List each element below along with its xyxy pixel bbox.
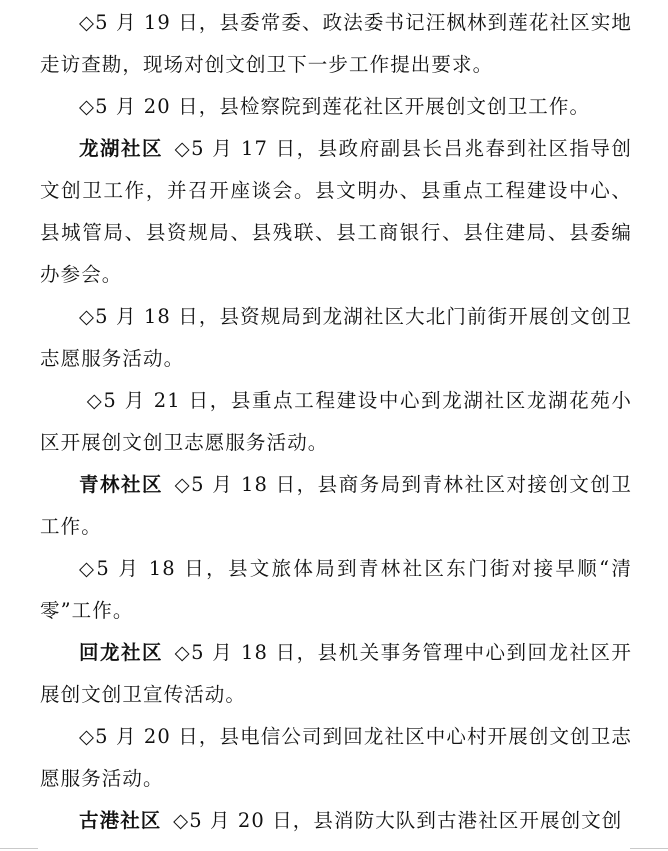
paragraph-6	[40, 464, 632, 548]
paragraph-3-text: ◇5 月 17 日，县政府副县长吕兆春到社区指导创文创卫工作，并召开座谈会。县文明办、县重点工程建设中心、县城管局、县资规局、县残联、县工商银行、县住建局、县委编办参会。	[40, 137, 632, 286]
paragraph-1-text: ◇5 月 19 日，县委常委、政法委书记汪枫林到莲花社区实地走访查勘，现场对创文创卫下一步工作提出要求。	[40, 11, 632, 76]
community-heading-qinglin: 青林社区	[79, 473, 163, 496]
paragraph-9-text: ◇5 月 20 日，县电信公司到回龙社区中心村开展创文创卫志愿服务活动。	[40, 725, 632, 790]
community-heading-gugang: 古港社区	[79, 809, 162, 832]
paragraph-9	[40, 716, 632, 800]
paragraph-2	[40, 86, 632, 128]
community-heading-huilong: 回龙社区	[79, 641, 163, 664]
paragraph-8-text: ◇5 月 18 日，县机关事务管理中心到回龙社区开展创文创卫宣传活动。	[40, 641, 632, 706]
paragraph-8	[40, 632, 632, 716]
paragraph-10-text: ◇5 月 20 日，县消防大队到古港社区开展创文创	[173, 809, 623, 832]
paragraph-4	[40, 296, 632, 380]
paragraph-5-text: ◇5 月 21 日，县重点工程建设中心到龙湖社区龙湖花苑小区开展创文创卫志愿服务活动。	[40, 389, 632, 454]
paragraph-2-text: ◇5 月 20 日，县检察院到莲花社区开展创文创卫工作。	[79, 95, 591, 118]
page-corner-mark-left	[0, 848, 38, 849]
page-corner-mark-right	[630, 848, 668, 849]
paragraph-6-text: ◇5 月 18 日，县商务局到青林社区对接创文创卫工作。	[40, 473, 632, 538]
paragraph-10	[40, 800, 632, 842]
paragraph-7-text: ◇5 月 18 日，县文旅体局到青林社区东门街对接早顺“清零”工作。	[40, 557, 632, 622]
paragraph-4-text: ◇5 月 18 日，县资规局到龙湖社区大北门前街开展创文创卫志愿服务活动。	[40, 305, 632, 370]
paragraph-5	[40, 380, 632, 464]
paragraph-7	[40, 548, 632, 632]
paragraph-3	[40, 128, 632, 296]
paragraph-1	[40, 2, 632, 86]
community-heading-longhu: 龙湖社区	[79, 137, 163, 160]
